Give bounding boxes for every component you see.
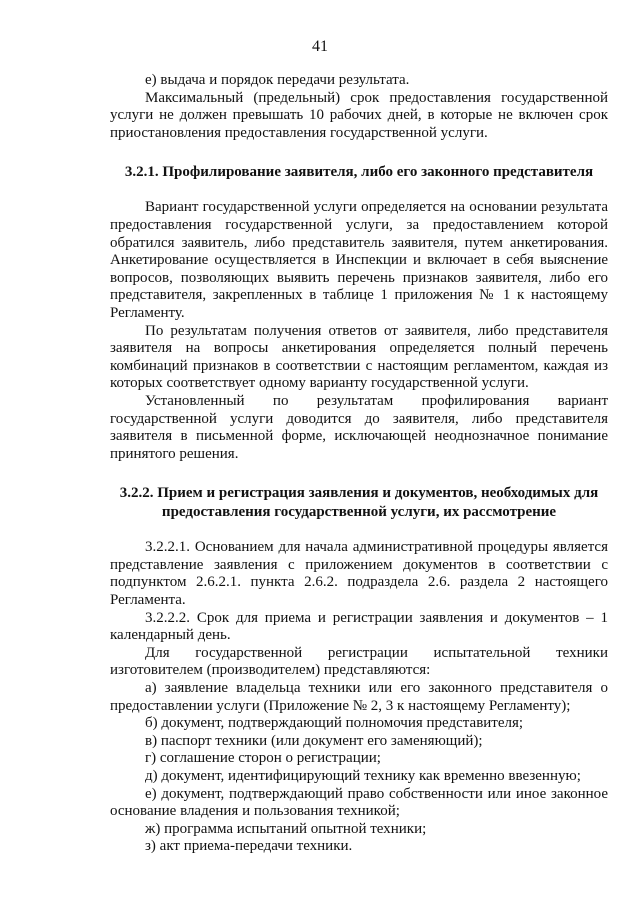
- list-item: ж) программа испытаний опытной техники;: [145, 820, 427, 837]
- section-3-2-2-paragraph: 3.2.2.1. Основанием для начала административной процедуры является представление заявления с приложением документов в соответствии с подпунктом 2.6.2.1. пункта 2.6.2. подраздела 2.6. раздела 2 настоящего Регламента.: [110, 539, 608, 609]
- list-item: б) документ, подтверждающий полномочия представителя;: [145, 715, 524, 732]
- list-item: д) документ, идентифицирующий технику как временно ввезенную;: [145, 768, 581, 784]
- list-item: в) паспорт техники (или документ его заменяющий);: [145, 732, 483, 749]
- section-3-2-1-paragraph: Вариант государственной услуги определяется на основании результата предоставления государственной услуги, за предоставлением которой обратился заявитель, либо представитель заявителя, путем анкетирования. Анкетирование осуществляется в Инспекции и включает в себя выяснение вопросов, позволяющих выявить перечень признаков заявителя, либо его представителя, закрепленных в таблице 1 приложения № 1 к настоящему Регламенту.: [110, 199, 608, 321]
- section-3-2-2-paragraph: Для государственной регистрации испытательной техники изготовителем (производителем) представляются:: [110, 644, 608, 679]
- list-item: з) акт приема-передачи техники.: [145, 838, 353, 855]
- list-item: а) заявление владельца техники или его законного представителя о предоставлении услуги (Приложение № 2, 3 к настоящему Регламенту);: [110, 680, 608, 714]
- section-3-2-2-heading-line-2: предоставления государственной услуги, их рассмотрение: [161, 504, 557, 521]
- list-item: г) соглашение сторон о регистрации;: [145, 750, 381, 767]
- document-body: [110, 72, 608, 856]
- intro-max-term-paragraph: Максимальный (предельный) срок предоставления государственной услуги не должен превышать 10 рабочих дней, в которые не включен срок приостановления предоставления государственной услуги.: [110, 89, 608, 141]
- section-3-2-1-paragraph: Установленный по результатам профилирования вариант государственной услуги доводится до заявителя, либо представителя заявителя в письменной форме, исключающей неоднозначное понимание принятого решения.: [110, 392, 608, 462]
- intro-item-e: е) выдача и порядок передачи результата.: [145, 72, 410, 88]
- section-3-2-2-heading-line-1: 3.2.2. Прием и регистрация заявления и документов, необходимых для: [119, 485, 599, 502]
- list-item: е) документ, подтверждающий право собственности или иное законное основание владения и пользования техникой;: [110, 785, 608, 820]
- page-number: 41: [312, 38, 328, 55]
- section-3-2-2-paragraph: 3.2.2.2. Срок для приема и регистрации заявления и документов – 1 календарный день.: [110, 609, 608, 644]
- section-3-2-1-paragraph: По результатам получения ответов от заявителя, либо представителя заявителя на вопросы анкетирования определяется полный перечень комбинаций признаков в соответствии с настоящим регламентом, каждая из которых соответствует одному варианту государственной услуги.: [110, 322, 608, 392]
- section-3-2-1-heading: 3.2.1. Профилирование заявителя, либо его законного представителя: [124, 164, 594, 181]
